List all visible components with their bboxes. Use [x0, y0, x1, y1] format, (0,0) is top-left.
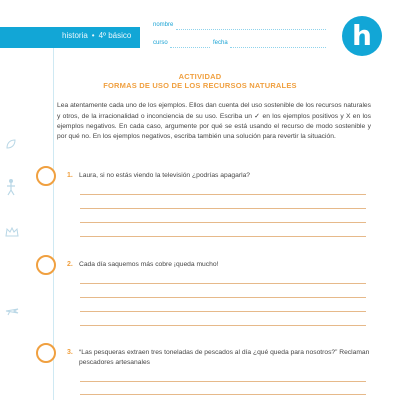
name-label: nombre [153, 22, 174, 28]
answer-line-2-1[interactable] [80, 283, 366, 284]
activity-title: FORMAS DE USO DE LOS RECURSOS NATURALES [103, 81, 297, 90]
question-2-text: Cada día saquemos más cobre ¡queda mucho! [79, 261, 219, 268]
answer-line-1-3[interactable] [80, 222, 366, 223]
crown-icon [5, 226, 19, 241]
subject-label: historia [62, 31, 88, 40]
answer-mark-circle-2[interactable] [36, 255, 56, 275]
answer-line-1-4[interactable] [80, 236, 366, 237]
grade-label: 4º básico [98, 31, 132, 40]
check-mark-icon: ✓ [254, 112, 261, 120]
question-1-number: 1. [67, 172, 73, 179]
name-field[interactable] [176, 29, 326, 30]
answer-line-2-2[interactable] [80, 297, 366, 298]
date-label: fecha [213, 40, 228, 46]
course-label: curso [153, 40, 168, 46]
leaf-icon [5, 138, 17, 153]
answer-line-3-1[interactable] [80, 381, 366, 382]
answer-mark-circle-3[interactable] [36, 343, 56, 363]
h-logo-icon [342, 16, 382, 56]
figure-icon [5, 178, 17, 199]
answer-line-3-2[interactable] [80, 394, 366, 395]
answer-line-1-2[interactable] [80, 208, 366, 209]
answer-line-1-1[interactable] [80, 194, 366, 195]
instructions [57, 101, 371, 142]
course-field[interactable] [170, 47, 210, 48]
answer-mark-circle-1[interactable] [36, 166, 56, 186]
date-field[interactable] [230, 47, 326, 48]
answer-line-2-4[interactable] [80, 325, 366, 326]
logo-letter: h [352, 19, 372, 52]
answer-line-2-3[interactable] [80, 311, 366, 312]
header-subject-grade [62, 31, 131, 40]
question-2-number: 2. [67, 261, 73, 268]
question-3-number: 3. [67, 349, 73, 356]
instructions-part1: Lea atentamente cada uno de los ejemplos. Ellos dan cuenta del uso sostenible de los recursos naturales y otros, de la irracionalidad o inconciencia de su uso. Escriba un [57, 102, 371, 120]
header-separator: • [91, 31, 95, 40]
plane-icon [5, 306, 19, 319]
question-1-text: Laura, si no estás viendo la televisión ¿podrías apagarla? [79, 172, 251, 179]
activity-label: ACTIVIDAD [178, 72, 222, 81]
instructions-part2: en los ejemplos positivos y X en los ejemplos negativos. En cada caso, argumente por qué se está usando el recurso de modo sostenible y por qué no. En los ejemplos negativos, escriba también una solución para revertir la situación. [57, 113, 371, 140]
question-3-text: “Las pesqueras extraen tres toneladas de pescados al día ¿qué queda para nosotros?” Reclaman pescadores artesanales [79, 349, 370, 366]
